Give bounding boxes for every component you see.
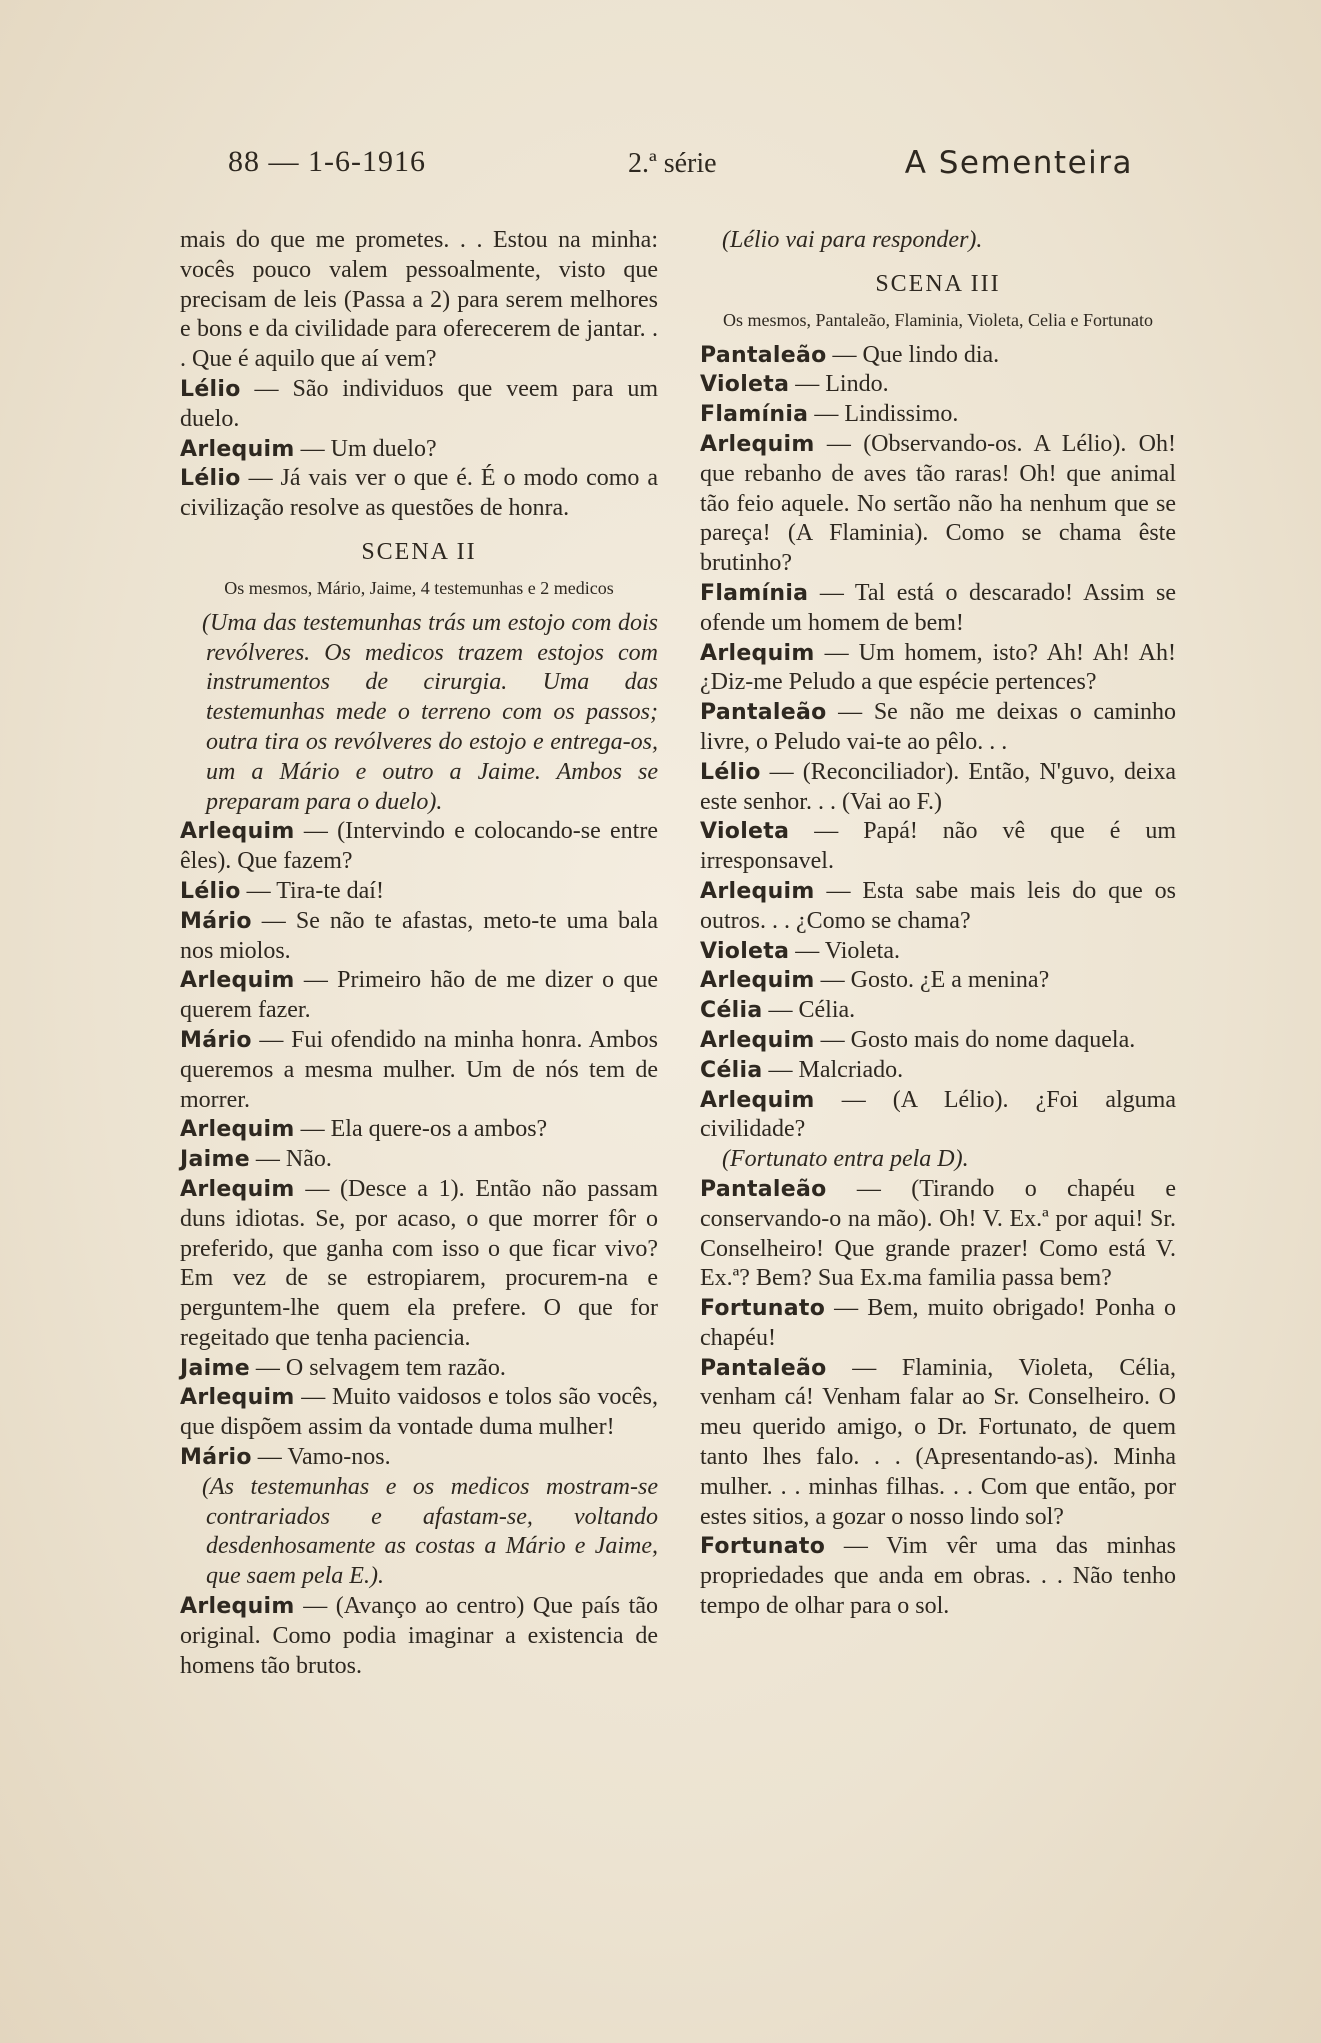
dialogue-line (700, 1175, 1176, 1294)
line-text: — Já vais ver o que é. É o modo como a civilização resolve as questões de honra. (180, 465, 658, 522)
dialogue-line (700, 400, 1176, 430)
dialogue-line (180, 1145, 658, 1175)
dialogue-line (180, 1383, 658, 1443)
dialogue-line (700, 1354, 1176, 1533)
line-text: — Não. (249, 1146, 332, 1173)
dialogue-line (700, 1026, 1176, 1056)
line-text: — Se não te afastas, meto-te uma bala nos miolos. (180, 907, 658, 964)
dialogue-line (700, 1532, 1176, 1621)
speaker: Pantaleão (700, 700, 827, 726)
line-text: — O selvagem tem razão. (249, 1354, 506, 1381)
line-text: — Ela quere-os a ambos? (294, 1116, 548, 1143)
dialogue-line (700, 370, 1176, 400)
dialogue-line (180, 375, 658, 435)
line-text: — Esta sabe mais leis do que os outros. . . ¿Como se chama? (700, 877, 1176, 934)
line-text: — (Observando-os. A Lélio). Oh! que rebanho de aves tão raras! Oh! que animal tão feio aquele. No sertão não ha nenhum que se pareça! (A Flaminia). Como se chama êste brutinho? (700, 430, 1176, 577)
dialogue-line (700, 1294, 1176, 1354)
line-text: — Primeiro hão de me dizer o que querem fazer. (180, 967, 658, 1024)
line-text: — Vim vêr uma das minhas propriedades que anda em obras. . . Não tenho tempo de olhar para o sol. (700, 1533, 1176, 1620)
page-header (228, 145, 1133, 185)
speaker: Lélio (180, 466, 241, 492)
line-text: — Que lindo dia. (826, 341, 1000, 368)
line-text: — Um homem, isto? Ah! Ah! Ah! ¿Diz-me Peludo a que espécie pertences? (700, 639, 1176, 696)
dialogue-line (700, 758, 1176, 818)
dialogue-line (700, 1086, 1176, 1146)
line-text: — Fui ofendido na minha honra. Ambos queremos a mesma mulher. Um de nós tem de morrer. (180, 1026, 658, 1113)
stage-direction: (As testemunhas e os medicos mostram-se contrariados e afastam-se, voltando desdenhosamente as costas a Mário e Jaime, que saem pela E.). (202, 1473, 658, 1590)
speaker: Arlequim (180, 436, 295, 462)
speaker: Arlequim (700, 640, 815, 666)
issue-date: 88 — 1-6-1916 (228, 145, 426, 178)
dialogue-line (700, 341, 1176, 371)
speaker: Arlequim (180, 1176, 295, 1202)
dialogue-line (180, 1026, 658, 1115)
stage-direction: (Uma das testemunhas trás um estojo com dois revólveres. Os medicos trazem estojos com instrumentos de cirurgia. Uma das testemunhas mede o terreno com os passos; outra tira os revólveres do estojo e entrega-os, um a Mário e outro a Jaime. Ambos se preparam para o duelo). (202, 609, 658, 815)
line-text: — (Tirando o chapéu e conservando-o na mão). Oh! V. Ex.ª por aqui! Sr. Conselheiro! Que grande prazer! Como está V. Ex.ª? Bem? Sua Ex.ma familia passa bem? (700, 1175, 1176, 1292)
speaker: Jaime (180, 1147, 250, 1173)
line-text: — Gosto. ¿E a menina? (814, 967, 1050, 994)
line-text: — Papá! não vê que é um irresponsavel. (700, 818, 1176, 875)
dialogue-line (700, 877, 1176, 937)
speaker: Mário (180, 908, 252, 934)
line-text: — Flaminia, Violeta, Célia, venham cá! Venham falar ao Sr. Conselheiro. O meu querido amigo, o Dr. Fortunato, de quem tanto lhes falo. . . (Apresentando-as). Minha mulher. . . minhas filhas. . . Com que então, por estes sitios, a gozar o nosso lindo sol? (700, 1354, 1176, 1530)
dialogue-line (180, 907, 658, 967)
line-text: — Lindo. (789, 371, 889, 398)
speaker: Pantaleão (700, 1176, 827, 1202)
speaker: Mário (180, 1027, 252, 1053)
speaker: Fortunato (700, 1534, 826, 1560)
line-text: — Vamo-nos. (251, 1444, 391, 1471)
dialogue-line (180, 1592, 658, 1681)
dialogue-line (180, 966, 658, 1026)
dialogue-line (180, 435, 658, 465)
speaker: Arlequim (700, 878, 815, 904)
dialogue-line (180, 464, 658, 524)
speaker: Lélio (700, 759, 761, 785)
speaker: Pantaleão (700, 1355, 827, 1381)
speaker: Célia (700, 1057, 763, 1083)
line-text: — Tal está o descarado! Assim se ofende um homem de bem! (700, 579, 1176, 636)
dialogue-line (180, 817, 658, 877)
dialogue-line (700, 430, 1176, 579)
speaker: Mário (180, 1445, 252, 1471)
dialogue-line (180, 877, 658, 907)
journal-title: A Sementeira (904, 145, 1133, 181)
series-label: 2.ª série (628, 148, 717, 179)
scene-cast: Os mesmos, Pantaleão, Flaminia, Violeta, Celia e Fortunato (722, 309, 1153, 330)
line-text: — Célia. (762, 997, 856, 1024)
line-text: — (Avanço ao centro) Que país tão original. Como podia imaginar a existencia de homens tão brutos. (180, 1593, 658, 1679)
line-text: — (A Lélio). ¿Foi alguma civilidade? (700, 1086, 1176, 1143)
line-text: — Bem, muito obrigado! Ponha o chapéu! (700, 1295, 1176, 1351)
line-text: — (Desce a 1). Então não passam duns idiotas. Se, por acaso, o que morrer fôr o preferido, que ganha com isso o que ficar vivo? Em vez de se estropiarem, procurem-na e perguntem-lhe quem ela prefere. O que for regeitado que tenha paciencia. (180, 1175, 658, 1351)
speaker: Fortunato (700, 1296, 826, 1322)
dialogue-line (700, 698, 1176, 758)
line-text: — Muito vaidosos e tolos são vocês, que dispõem assim da vontade duma mulher! (180, 1384, 658, 1441)
left-column (180, 226, 658, 1681)
scene-cast: Os mesmos, Mário, Jaime, 4 testemunhas e 2 medicos (224, 577, 614, 598)
speaker: Arlequim (180, 968, 295, 994)
line-text: — Gosto mais do nome daquela. (814, 1026, 1136, 1053)
speaker: Violeta (700, 938, 790, 964)
dialogue-line (700, 996, 1176, 1026)
stage-direction: (Fortunato entra pela D). (722, 1146, 969, 1173)
dialogue-line (700, 579, 1176, 639)
speaker: Arlequim (700, 1027, 815, 1053)
paragraph: mais do que me prometes. . . Estou na minha: vocês pouco valem pessoalmente, visto que precisam de leis (Passa a 2) para serem melhores e bons e da civilidade para oferecerem de jantar. . . Que é aquilo que aí vem? (180, 227, 658, 373)
speaker: Arlequim (180, 1117, 295, 1143)
line-text: — (Reconciliador). Então, N'guvo, deixa este senhor. . . (Vai ao F.) (700, 758, 1176, 815)
scene-heading: SCENA II (361, 538, 477, 565)
speaker: Lélio (180, 878, 241, 904)
speaker: Arlequim (700, 968, 815, 994)
speaker: Arlequim (180, 1594, 295, 1620)
right-column (700, 226, 1176, 1622)
dialogue-line (180, 1443, 658, 1473)
dialogue-line (180, 1354, 658, 1384)
speaker: Arlequim (180, 1385, 295, 1411)
speaker: Violeta (700, 819, 790, 845)
dialogue-line (700, 937, 1176, 967)
speaker: Pantaleão (700, 342, 827, 368)
dialogue-line (700, 966, 1176, 996)
speaker: Flamínia (700, 402, 809, 428)
speaker: Flamínia (700, 580, 809, 606)
speaker: Violeta (700, 372, 790, 398)
dialogue-line (700, 1056, 1176, 1086)
line-text: — (Intervindo e colocando-se entre êles). Que fazem? (180, 818, 658, 875)
speaker: Célia (700, 998, 763, 1024)
dialogue-line (700, 817, 1176, 877)
speaker: Jaime (180, 1355, 250, 1381)
line-text: — São individuos que veem para um duelo. (180, 375, 658, 432)
line-text: — Tira-te daí! (240, 877, 384, 904)
line-text: — Um duelo? (294, 435, 437, 462)
dialogue-line (180, 1175, 658, 1354)
stage-direction: (Lélio vai para responder). (722, 227, 983, 253)
speaker: Arlequim (180, 819, 295, 845)
line-text: — Lindissimo. (808, 401, 959, 428)
line-text: — Malcriado. (762, 1056, 904, 1083)
scene-heading: SCENA III (875, 270, 1001, 297)
dialogue-line (700, 639, 1176, 699)
dialogue-line (180, 1115, 658, 1145)
line-text: — Se não me deixas o caminho livre, o Peludo vai-te ao pêlo. . . (700, 699, 1176, 755)
speaker: Arlequim (700, 431, 815, 457)
line-text: — Violeta. (789, 937, 900, 964)
speaker: Arlequim (700, 1087, 815, 1113)
speaker: Lélio (180, 376, 241, 402)
